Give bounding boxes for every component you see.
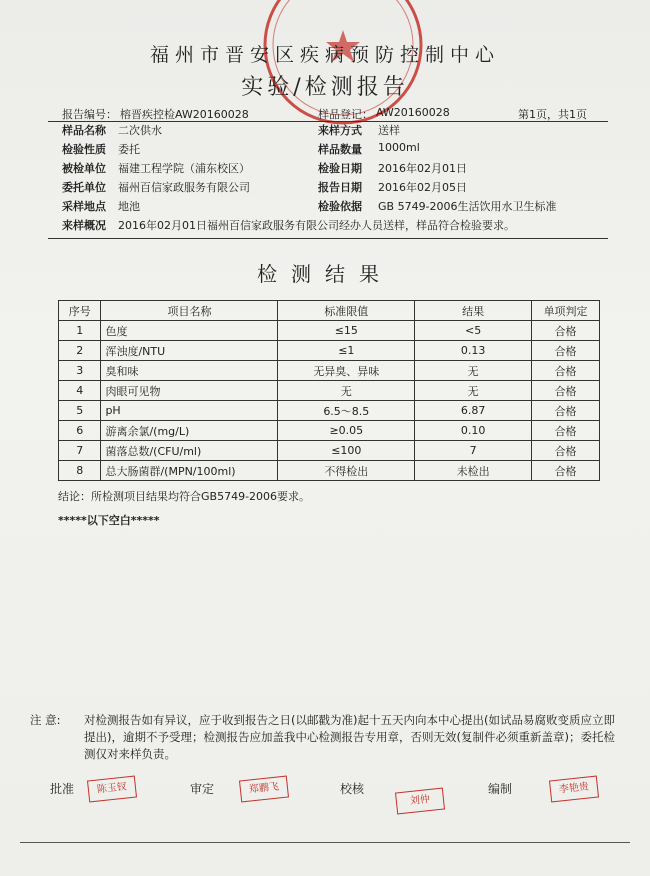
results-title: 检测结果 bbox=[257, 262, 393, 286]
cell: ≤15 bbox=[278, 321, 415, 341]
cell: <5 bbox=[415, 321, 532, 341]
cell: 7 bbox=[415, 441, 532, 461]
cell: 总大肠菌群/(MPN/100ml) bbox=[101, 461, 278, 481]
inspected-value: 福建工程学院（浦东校区） bbox=[118, 162, 250, 175]
table-row bbox=[59, 441, 600, 461]
cell: 无异臭、异味 bbox=[278, 361, 415, 381]
report-date-value: 2016年02月05日 bbox=[378, 181, 467, 194]
conclusion: 结论：所检测项目结果均符合GB5749-2006要求。 bbox=[58, 490, 311, 503]
cell: 0.10 bbox=[415, 421, 532, 441]
table-row bbox=[59, 361, 600, 381]
report-meta-line bbox=[48, 105, 608, 122]
cell: 7 bbox=[59, 441, 101, 461]
cell: ≥0.05 bbox=[278, 421, 415, 441]
site-key: 采样地点 bbox=[62, 200, 106, 213]
page-indicator: 第1页，共1页 bbox=[518, 108, 587, 121]
col-header: 单项判定 bbox=[532, 301, 600, 321]
report-no-label: 报告编号： bbox=[62, 108, 117, 121]
footer-divider bbox=[20, 842, 630, 843]
check-label: 校核 bbox=[340, 782, 365, 796]
cell: 合格 bbox=[532, 341, 600, 361]
cell: 4 bbox=[59, 381, 101, 401]
info-row bbox=[48, 217, 608, 236]
table-header-row bbox=[59, 301, 600, 321]
cell: 臭和味 bbox=[101, 361, 278, 381]
cell: 合格 bbox=[532, 441, 600, 461]
organization-name: 福州市晋安区疾病预防控制中心 bbox=[149, 44, 500, 66]
cell: 无 bbox=[278, 381, 415, 401]
basis-value: GB 5749-2006生活饮用水卫生标准 bbox=[378, 200, 557, 213]
review-label: 审定 bbox=[190, 782, 215, 796]
delivery-value: 送样 bbox=[378, 124, 400, 137]
test-date-value: 2016年02月01日 bbox=[378, 162, 467, 175]
quantity-value: 1000ml bbox=[378, 141, 420, 154]
sample-info bbox=[48, 122, 608, 236]
signature-row bbox=[0, 778, 650, 818]
report-no: 榕晋疾控检AW20160028 bbox=[120, 108, 249, 121]
test-nature-key: 检验性质 bbox=[62, 143, 106, 156]
site-value: 地池 bbox=[118, 200, 140, 213]
table-row bbox=[59, 341, 600, 361]
info-row bbox=[48, 198, 608, 217]
info-row bbox=[48, 141, 608, 160]
table-row bbox=[59, 321, 600, 341]
cell: 0.13 bbox=[415, 341, 532, 361]
report-date-key: 报告日期 bbox=[318, 181, 362, 194]
cell: 未检出 bbox=[415, 461, 532, 481]
cell: 6.5～8.5 bbox=[278, 401, 415, 421]
cell: 合格 bbox=[532, 401, 600, 421]
col-header: 结果 bbox=[415, 301, 532, 321]
blank-line-marker: *****以下空白***** bbox=[58, 514, 160, 527]
cell: 6 bbox=[59, 421, 101, 441]
sample-name-key: 样品名称 bbox=[62, 124, 106, 137]
info-row bbox=[48, 160, 608, 179]
summary-value: 2016年02月01日福州百信家政服务有限公司经办人员送样，样品符合检验要求。 bbox=[118, 219, 515, 232]
cell: ≤1 bbox=[278, 341, 415, 361]
approve-signature: 陈玉钗 bbox=[87, 776, 137, 803]
cell: 8 bbox=[59, 461, 101, 481]
col-header: 项目名称 bbox=[101, 301, 278, 321]
client-value: 福州百信家政服务有限公司 bbox=[118, 181, 250, 194]
sample-name-value: 二次供水 bbox=[118, 124, 162, 137]
quantity-key: 样品数量 bbox=[318, 143, 362, 156]
sample-reg: AW20160028 bbox=[376, 106, 450, 119]
report-title: 实验/检测报告 bbox=[241, 75, 409, 100]
summary-key: 来样概况 bbox=[62, 219, 106, 232]
cell: 菌落总数/(CFU/ml) bbox=[101, 441, 278, 461]
cell: 浑浊度/NTU bbox=[101, 341, 278, 361]
cell: pH bbox=[101, 401, 278, 421]
cell: 3 bbox=[59, 361, 101, 381]
client-key: 委托单位 bbox=[62, 181, 106, 194]
test-date-key: 检验日期 bbox=[318, 162, 362, 175]
info-row bbox=[48, 122, 608, 141]
cell: 1 bbox=[59, 321, 101, 341]
cell: 无 bbox=[415, 381, 532, 401]
table-row bbox=[59, 421, 600, 441]
table-row bbox=[59, 401, 600, 421]
cell: 2 bbox=[59, 341, 101, 361]
check-signature: 刘仲 bbox=[395, 788, 445, 815]
cell: 合格 bbox=[532, 321, 600, 341]
delivery-key: 来样方式 bbox=[318, 124, 362, 137]
info-row bbox=[48, 179, 608, 198]
cell: 5 bbox=[59, 401, 101, 421]
cell: 合格 bbox=[532, 361, 600, 381]
divider bbox=[48, 238, 608, 239]
cell: 6.87 bbox=[415, 401, 532, 421]
notice-label: 注 意: bbox=[30, 713, 61, 727]
approve-label: 批准 bbox=[50, 782, 75, 796]
test-nature-value: 委托 bbox=[118, 143, 140, 156]
sample-reg-label: 样品登记： bbox=[318, 108, 373, 121]
cell: 游离余氯/(mg/L) bbox=[101, 421, 278, 441]
cell: 肉眼可见物 bbox=[101, 381, 278, 401]
cell: 合格 bbox=[532, 381, 600, 401]
cell: 色度 bbox=[101, 321, 278, 341]
compile-signature: 李艳贵 bbox=[549, 776, 599, 803]
inspected-key: 被检单位 bbox=[62, 162, 106, 175]
compile-label: 编制 bbox=[488, 782, 513, 796]
review-signature: 郑鹏飞 bbox=[239, 776, 289, 803]
cell: 合格 bbox=[532, 421, 600, 441]
cell: ≤100 bbox=[278, 441, 415, 461]
basis-key: 检验依据 bbox=[318, 200, 362, 213]
cell: 无 bbox=[415, 361, 532, 381]
cell: 合格 bbox=[532, 461, 600, 481]
table-row bbox=[59, 461, 600, 481]
cell: 不得检出 bbox=[278, 461, 415, 481]
results-table bbox=[58, 300, 600, 481]
col-header: 序号 bbox=[59, 301, 101, 321]
notice-text: 对检测报告如有异议，应于收到报告之日(以邮戳为准)起十五天内向本中心提出(如试品易腐败变质应立即提出)，逾期不予受理；检测报告应加盖我中心检测报告专用章，否则无效(复制件必须重新盖章)；委托检测仅对来样负责。 bbox=[84, 713, 615, 761]
col-header: 标准限值 bbox=[278, 301, 415, 321]
table-row bbox=[59, 381, 600, 401]
